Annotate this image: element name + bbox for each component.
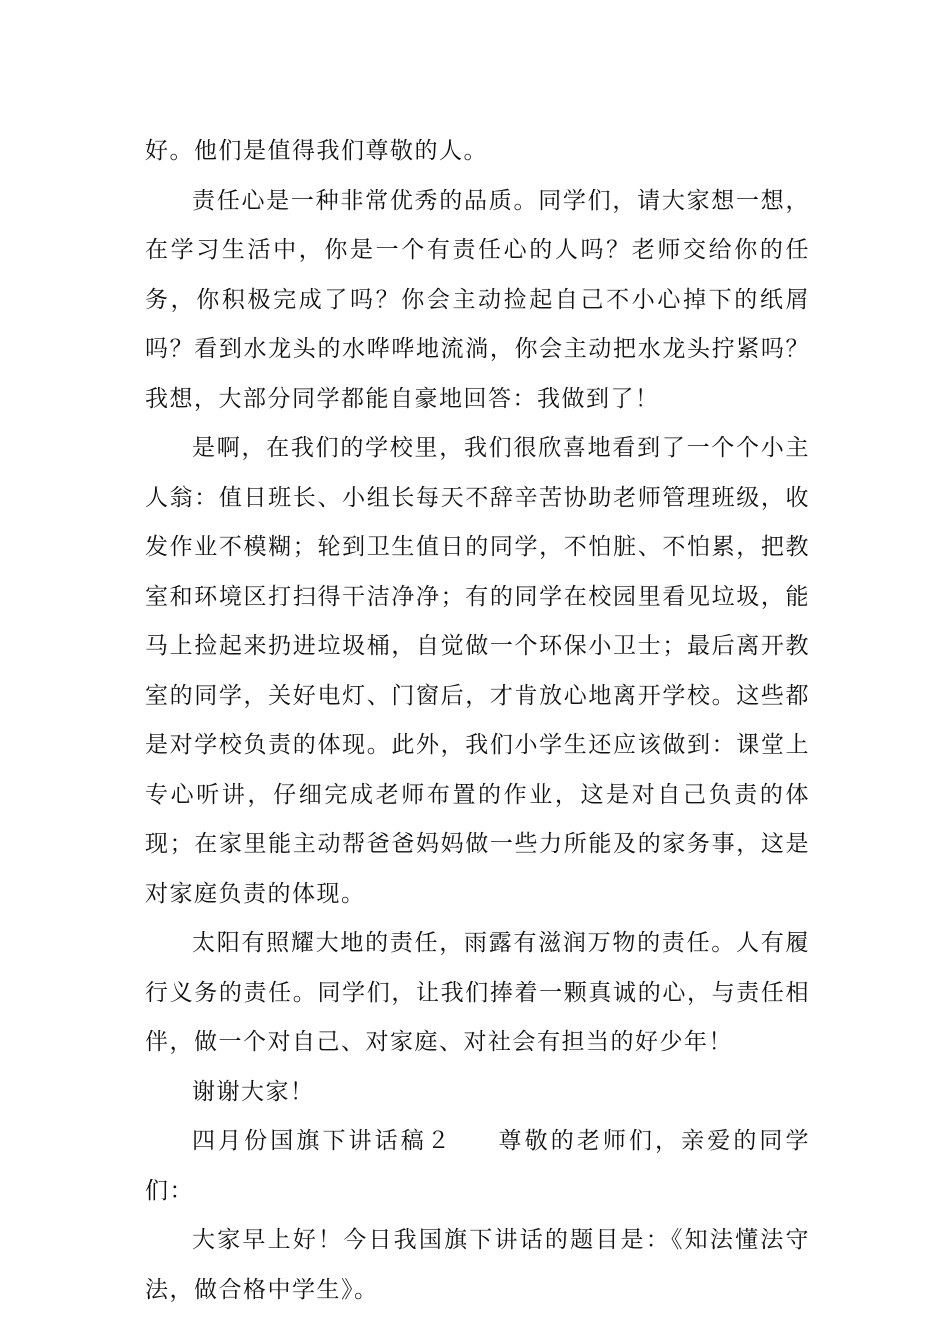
document-body <box>145 127 810 1315</box>
paragraph-continuation: 好。他们是值得我们尊敬的人。 <box>145 138 488 164</box>
speech-title: 四月份国旗下讲话稿２ <box>192 1128 453 1154</box>
heading-line <box>145 1117 810 1216</box>
paragraph-greeting: 大家早上好！今日我国旗下讲话的题目是：《知法懂法守法，做合格中学生》。 <box>145 1227 810 1303</box>
paragraph-school-examples: 是啊，在我们的学校里，我们很欣喜地看到了一个个小主人翁：值日班长、小组长每天不辞辛苦协助老师管理班级，收发作业不模糊；轮到卫生值日的同学，不怕脏、不怕累，把教室和环境区打扫得干洁净净；有的同学在校园里看见垃圾，能马上捡起来扔进垃圾桶，自觉做一个环保小卫士；最后离开教室的同学，关好电灯、门窗后，才肯放心地离开学校。这些都是对学校负责的体现。此外，我们小学生还应该做到：课堂上专心听讲，仔细完成老师布置的作业，这是对自己负责的体现；在家里能主动帮爸爸妈妈做一些力所能及的家务事，这是对家庭负责的体现。 <box>145 435 810 907</box>
speech-salutation: 尊敬的老师们，亲爱的同学们： <box>145 1128 811 1204</box>
paragraph-responsibility: 责任心是一种非常优秀的品质。同学们，请大家想一想，在学习生活中，你是一个有责任心的人吗？老师交给你的任务，你积极完成了吗？你会主动捡起自己不小心掉下的纸屑吗？看到水龙头的水哗哗地流淌，你会主动把水龙头拧紧吗？我想，大部分同学都能自豪地回答：我做到了！ <box>145 187 810 412</box>
paragraph-sun-rain: 太阳有照耀大地的责任，雨露有滋润万物的责任。人有履行义务的责任。同学们，让我们捧着一颗真诚的心，与责任相伴，做一个对自己、对家庭、对社会有担当的好少年！ <box>145 930 810 1055</box>
paragraph-thanks: 谢谢大家！ <box>192 1078 315 1105</box>
